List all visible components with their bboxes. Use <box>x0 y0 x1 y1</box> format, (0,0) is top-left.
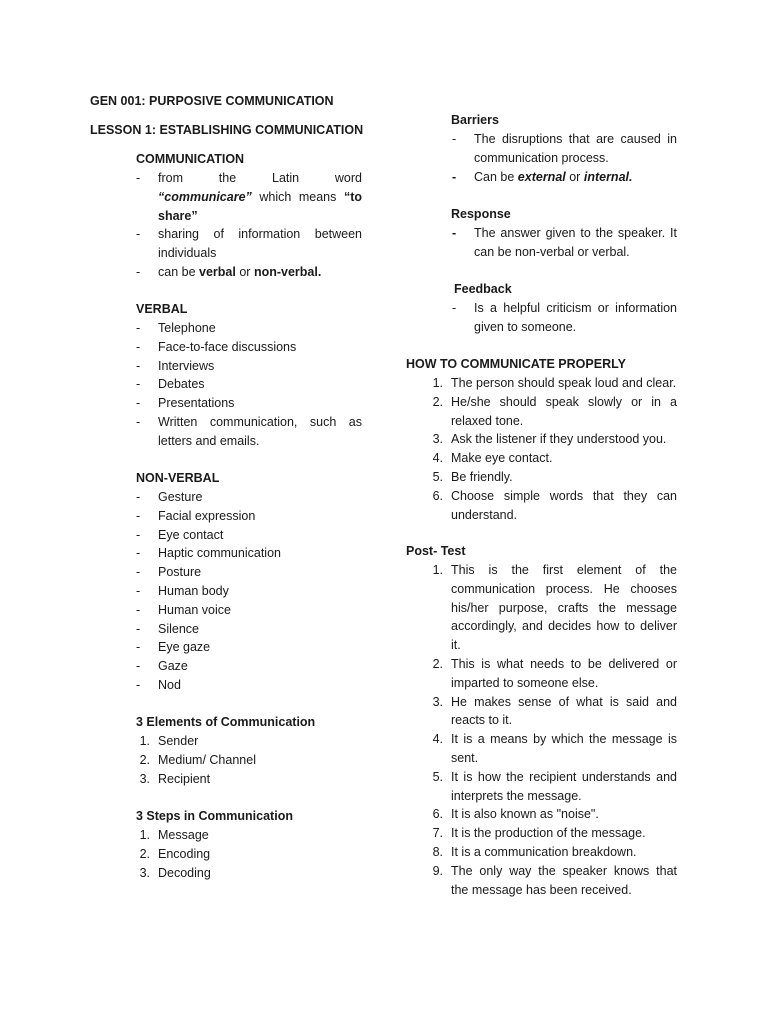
list-item: - Facial expression <box>158 507 362 526</box>
list-item: 1. The person should speak loud and clear. <box>451 374 677 393</box>
list-item: 5. Be friendly. <box>451 468 677 487</box>
steps-heading: 3 Steps in Communication <box>136 809 293 823</box>
dash-marker: - <box>452 226 457 240</box>
dash-marker: - <box>136 171 141 185</box>
dash-marker: - <box>136 508 141 523</box>
list-item: 3. Recipient <box>158 770 362 789</box>
list-item: - sharing of information between individuals <box>136 227 362 261</box>
list-item: - Posture <box>158 563 362 582</box>
list-item: - Haptic communication <box>158 544 362 563</box>
list-item: 9. The only way the speaker knows that the message has been received. <box>451 862 677 900</box>
dash-marker: - <box>136 264 141 279</box>
list-item: - Face-to-face discussions <box>158 338 362 357</box>
dash-marker: - <box>136 339 141 354</box>
list-item: 2. Medium/ Channel <box>158 751 362 770</box>
list-item: - Eye gaze <box>158 638 362 657</box>
dash-marker: - <box>136 621 141 636</box>
dash-marker: - <box>136 677 141 692</box>
list-item: - Gaze <box>158 657 362 676</box>
number-marker: 1. <box>432 563 443 577</box>
list-item: - Silence <box>158 620 362 639</box>
number-marker: 1. <box>139 734 150 748</box>
dash-marker: - <box>452 169 457 184</box>
list-item: 3. Decoding <box>158 864 362 883</box>
list-item: - Gesture <box>158 488 362 507</box>
response-list <box>452 224 677 262</box>
number-marker: 3. <box>139 771 150 786</box>
number-marker: 6. <box>432 807 443 822</box>
list-item: 2. This is what needs to be delivered or imparted to someone else. <box>451 655 677 693</box>
verbal-list <box>136 319 362 451</box>
list-item: - Debates <box>158 375 362 394</box>
number-marker: 7. <box>432 826 443 841</box>
how-to-list <box>432 374 677 524</box>
list-item: - from the Latin word “communicare” which means “to share” <box>136 171 362 223</box>
dash-marker: - <box>136 396 141 411</box>
feedback-heading: Feedback <box>454 282 512 296</box>
number-marker: 5. <box>432 469 443 484</box>
number-marker: 3. <box>432 694 443 709</box>
dash-marker: - <box>136 659 141 674</box>
list-item: - Is a helpful criticism or information given to someone. <box>452 301 677 334</box>
number-marker: 8. <box>432 844 443 859</box>
dash-marker: - <box>136 227 141 242</box>
list-item: - Nod <box>158 676 362 695</box>
number-marker: 3. <box>432 432 443 447</box>
barriers-list <box>452 130 677 186</box>
list-item: 7. It is the production of the message. <box>451 824 677 843</box>
dash-marker: - <box>136 358 141 373</box>
post-test-heading: Post- Test <box>406 544 466 558</box>
list-item: 5. It is how the recipient understands and interprets the message. <box>451 768 677 806</box>
dash-marker: - <box>136 546 141 561</box>
dash-marker: - <box>136 602 141 617</box>
list-item: 6. It is also known as "noise". <box>451 805 677 824</box>
list-item: - Eye contact <box>158 526 362 545</box>
dash-marker: - <box>136 583 141 598</box>
list-item: 1. Sender <box>158 732 362 751</box>
list-item: 1. This is the first element of the communication process. He chooses his/her purpose, crafts the message accordingly, and decides how to deliver it. <box>451 561 677 655</box>
number-marker: 6. <box>432 488 443 503</box>
number-marker: 3. <box>139 865 150 880</box>
post-test-list <box>432 561 677 899</box>
number-marker: 4. <box>432 732 443 747</box>
dash-marker: - <box>136 565 141 580</box>
list-item: - The disruptions that are caused in communication process. <box>452 132 677 165</box>
list-item: 3. Ask the listener if they understood you. <box>451 430 677 449</box>
list-item: - Human body <box>158 582 362 601</box>
list-item: 1. Message <box>158 826 362 845</box>
dash-marker: - <box>136 377 141 392</box>
number-marker: 9. <box>432 863 443 878</box>
elements-heading: 3 Elements of Communication <box>136 715 316 729</box>
number-marker: 1. <box>139 828 150 842</box>
list-item: - Human voice <box>158 601 362 620</box>
nonverbal-heading: NON-VERBAL <box>136 471 220 485</box>
number-marker: 2. <box>139 846 150 861</box>
barriers-heading: Barriers <box>451 113 499 127</box>
list-item: 8. It is a communication breakdown. <box>451 843 677 862</box>
course-title: GEN 001: PURPOSIVE COMMUNICATION <box>90 94 334 108</box>
list-item: - Presentations <box>158 394 362 413</box>
list-item: - Can be external or internal. <box>474 168 677 187</box>
feedback-list <box>452 299 677 337</box>
list-item: - can be verbal or non-verbal. <box>158 263 362 282</box>
communication-list <box>136 169 362 282</box>
dash-marker: - <box>136 490 141 504</box>
dash-marker: - <box>452 132 457 146</box>
list-item: - Written communication, such as letters and emails. <box>136 414 362 448</box>
list-item: - The answer given to the speaker. It can be non-verbal or verbal. <box>452 226 677 259</box>
number-marker: 2. <box>432 394 443 409</box>
lesson-title: LESSON 1: ESTABLISHING COMMUNICATION <box>90 123 364 137</box>
dash-marker: - <box>136 527 141 542</box>
list-item: 3. He makes sense of what is said and reacts to it. <box>451 693 677 731</box>
dash-marker: - <box>452 301 457 315</box>
communication-heading: COMMUNICATION <box>136 152 245 166</box>
list-item: 4. Make eye contact. <box>451 449 677 468</box>
steps-list <box>139 826 362 882</box>
dash-marker: - <box>136 640 141 655</box>
dash-marker: - <box>136 321 141 335</box>
number-marker: 2. <box>432 656 443 671</box>
dash-marker: - <box>136 414 141 429</box>
elements-list <box>139 732 362 788</box>
list-item: - Telephone <box>158 319 362 338</box>
list-item: 2. He/she should speak slowly or in a relaxed tone. <box>451 393 677 431</box>
list-item: 2. Encoding <box>158 845 362 864</box>
number-marker: 2. <box>139 752 150 767</box>
number-marker: 4. <box>432 451 443 466</box>
response-heading: Response <box>451 207 511 221</box>
list-item: - Interviews <box>158 357 362 376</box>
list-item: 4. It is a means by which the message is sent. <box>451 730 677 768</box>
list-item: 6. Choose simple words that they can understand. <box>451 487 677 525</box>
nonverbal-list <box>136 488 362 695</box>
verbal-heading: VERBAL <box>136 302 188 316</box>
number-marker: 1. <box>432 376 443 390</box>
how-to-heading: HOW TO COMMUNICATE PROPERLY <box>406 357 626 371</box>
number-marker: 5. <box>432 769 443 784</box>
